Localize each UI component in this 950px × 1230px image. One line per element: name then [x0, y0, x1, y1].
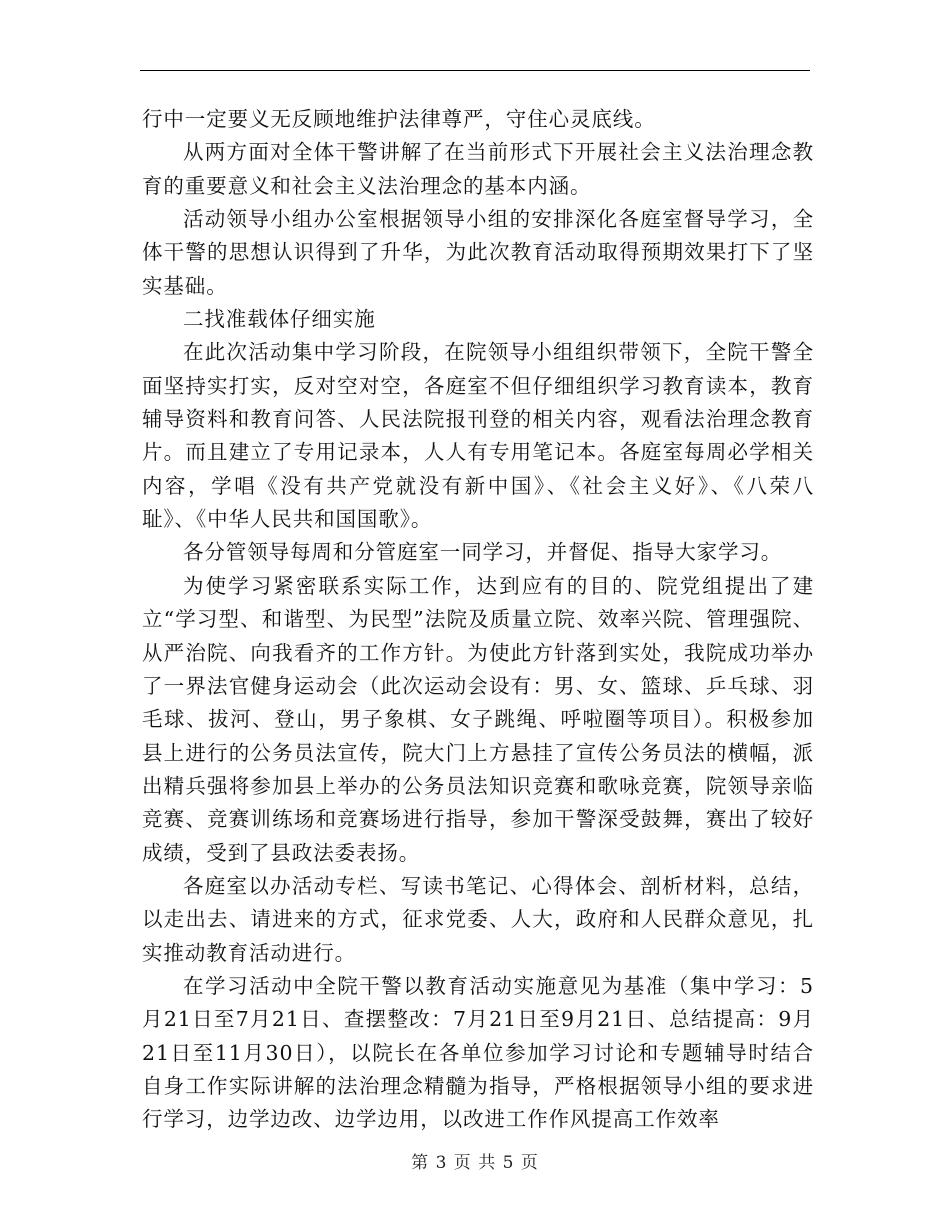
paragraph-1: 行中一定要义无反顾地维护法律尊严，守住心灵底线。 [142, 107, 656, 131]
paragraph-8: 各庭室以办活动专栏、写读书笔记、心得体会、剖析材料，总结，以走出去、请进来的方式，征求党委、人大，政府和人民群众意见，扎实推动教育活动进行。 [142, 873, 814, 965]
document-body [142, 103, 814, 1137]
section-heading: 二找准载体仔细实施 [183, 307, 376, 332]
page-number-footer: 第 3 页 共 5 页 [411, 1153, 539, 1173]
paragraph-7: 为使学习紧密联系实际工作，达到应有的目的、院党组提出了建立“学习型、和谐型、为民型”法院及质量立院、效率兴院、管理强院、从严治院、向我看齐的工作方针。为使此方针落到实处，我院成功举办了一界法官健身运动会（此次运动会设有：男、女、篮球、乒乓球、羽毛球、拔河、登山，男子象棋、女子跳绳、呼啦圈等项目）。积极参加县上进行的公务员法宣传，院大门上方悬挂了宣传公务员法的横幅，派出精兵强将参加县上举办的公务员法知识竞赛和歌咏竞赛，院领导亲临竞赛、竞赛训练场和竞赛场进行指导，参加干警深受鼓舞，赛出了较好成绩，受到了县政法委表扬。 [142, 573, 814, 865]
paragraph-2: 从两方面对全体干警讲解了在当前形式下开展社会主义法治理念教育的重要意义和社会主义法治理念的基本内涵。 [142, 140, 814, 198]
paragraph-5: 在此次活动集中学习阶段，在院领导小组组织带领下，全院干警全面坚持实打实，反对空对空，各庭室不但仔细组织学习教育读本，教育辅导资料和教育问答、人民法院报刊登的相关内容，观看法治理念教育片。而且建立了专用记录本，人人有专用笔记本。各庭室每周必学相关内容，学唱《没有共产党就没有新中国》、《社会主义好》、《八荣八耻》、《中华人民共和国国歌》。 [142, 340, 814, 532]
paragraph-3: 活动领导小组办公室根据领导小组的安排深化各庭室督导学习，全体干警的思想认识得到了升华，为此次教育活动取得预期效果打下了坚实基础。 [142, 207, 814, 298]
paragraph-9: 在学习活动中全院干警以教育活动实施意见为基准（集中学习：5月21日至7月21日、查摆整改：7月21日至9月21日、总结提高：9月21日至11月30日），以院长在各单位参加学习讨论和专题辅导时结合自身工作实际讲解的法治理念精髓为指导，严格根据领导小组的要求进行学习，边学边改、边学边用，以改进工作作风提高工作效率 [142, 973, 814, 1132]
header-rule [140, 70, 810, 71]
paragraph-6: 各分管领导每周和分管庭室一同学习，并督促、指导大家学习。 [183, 540, 783, 565]
